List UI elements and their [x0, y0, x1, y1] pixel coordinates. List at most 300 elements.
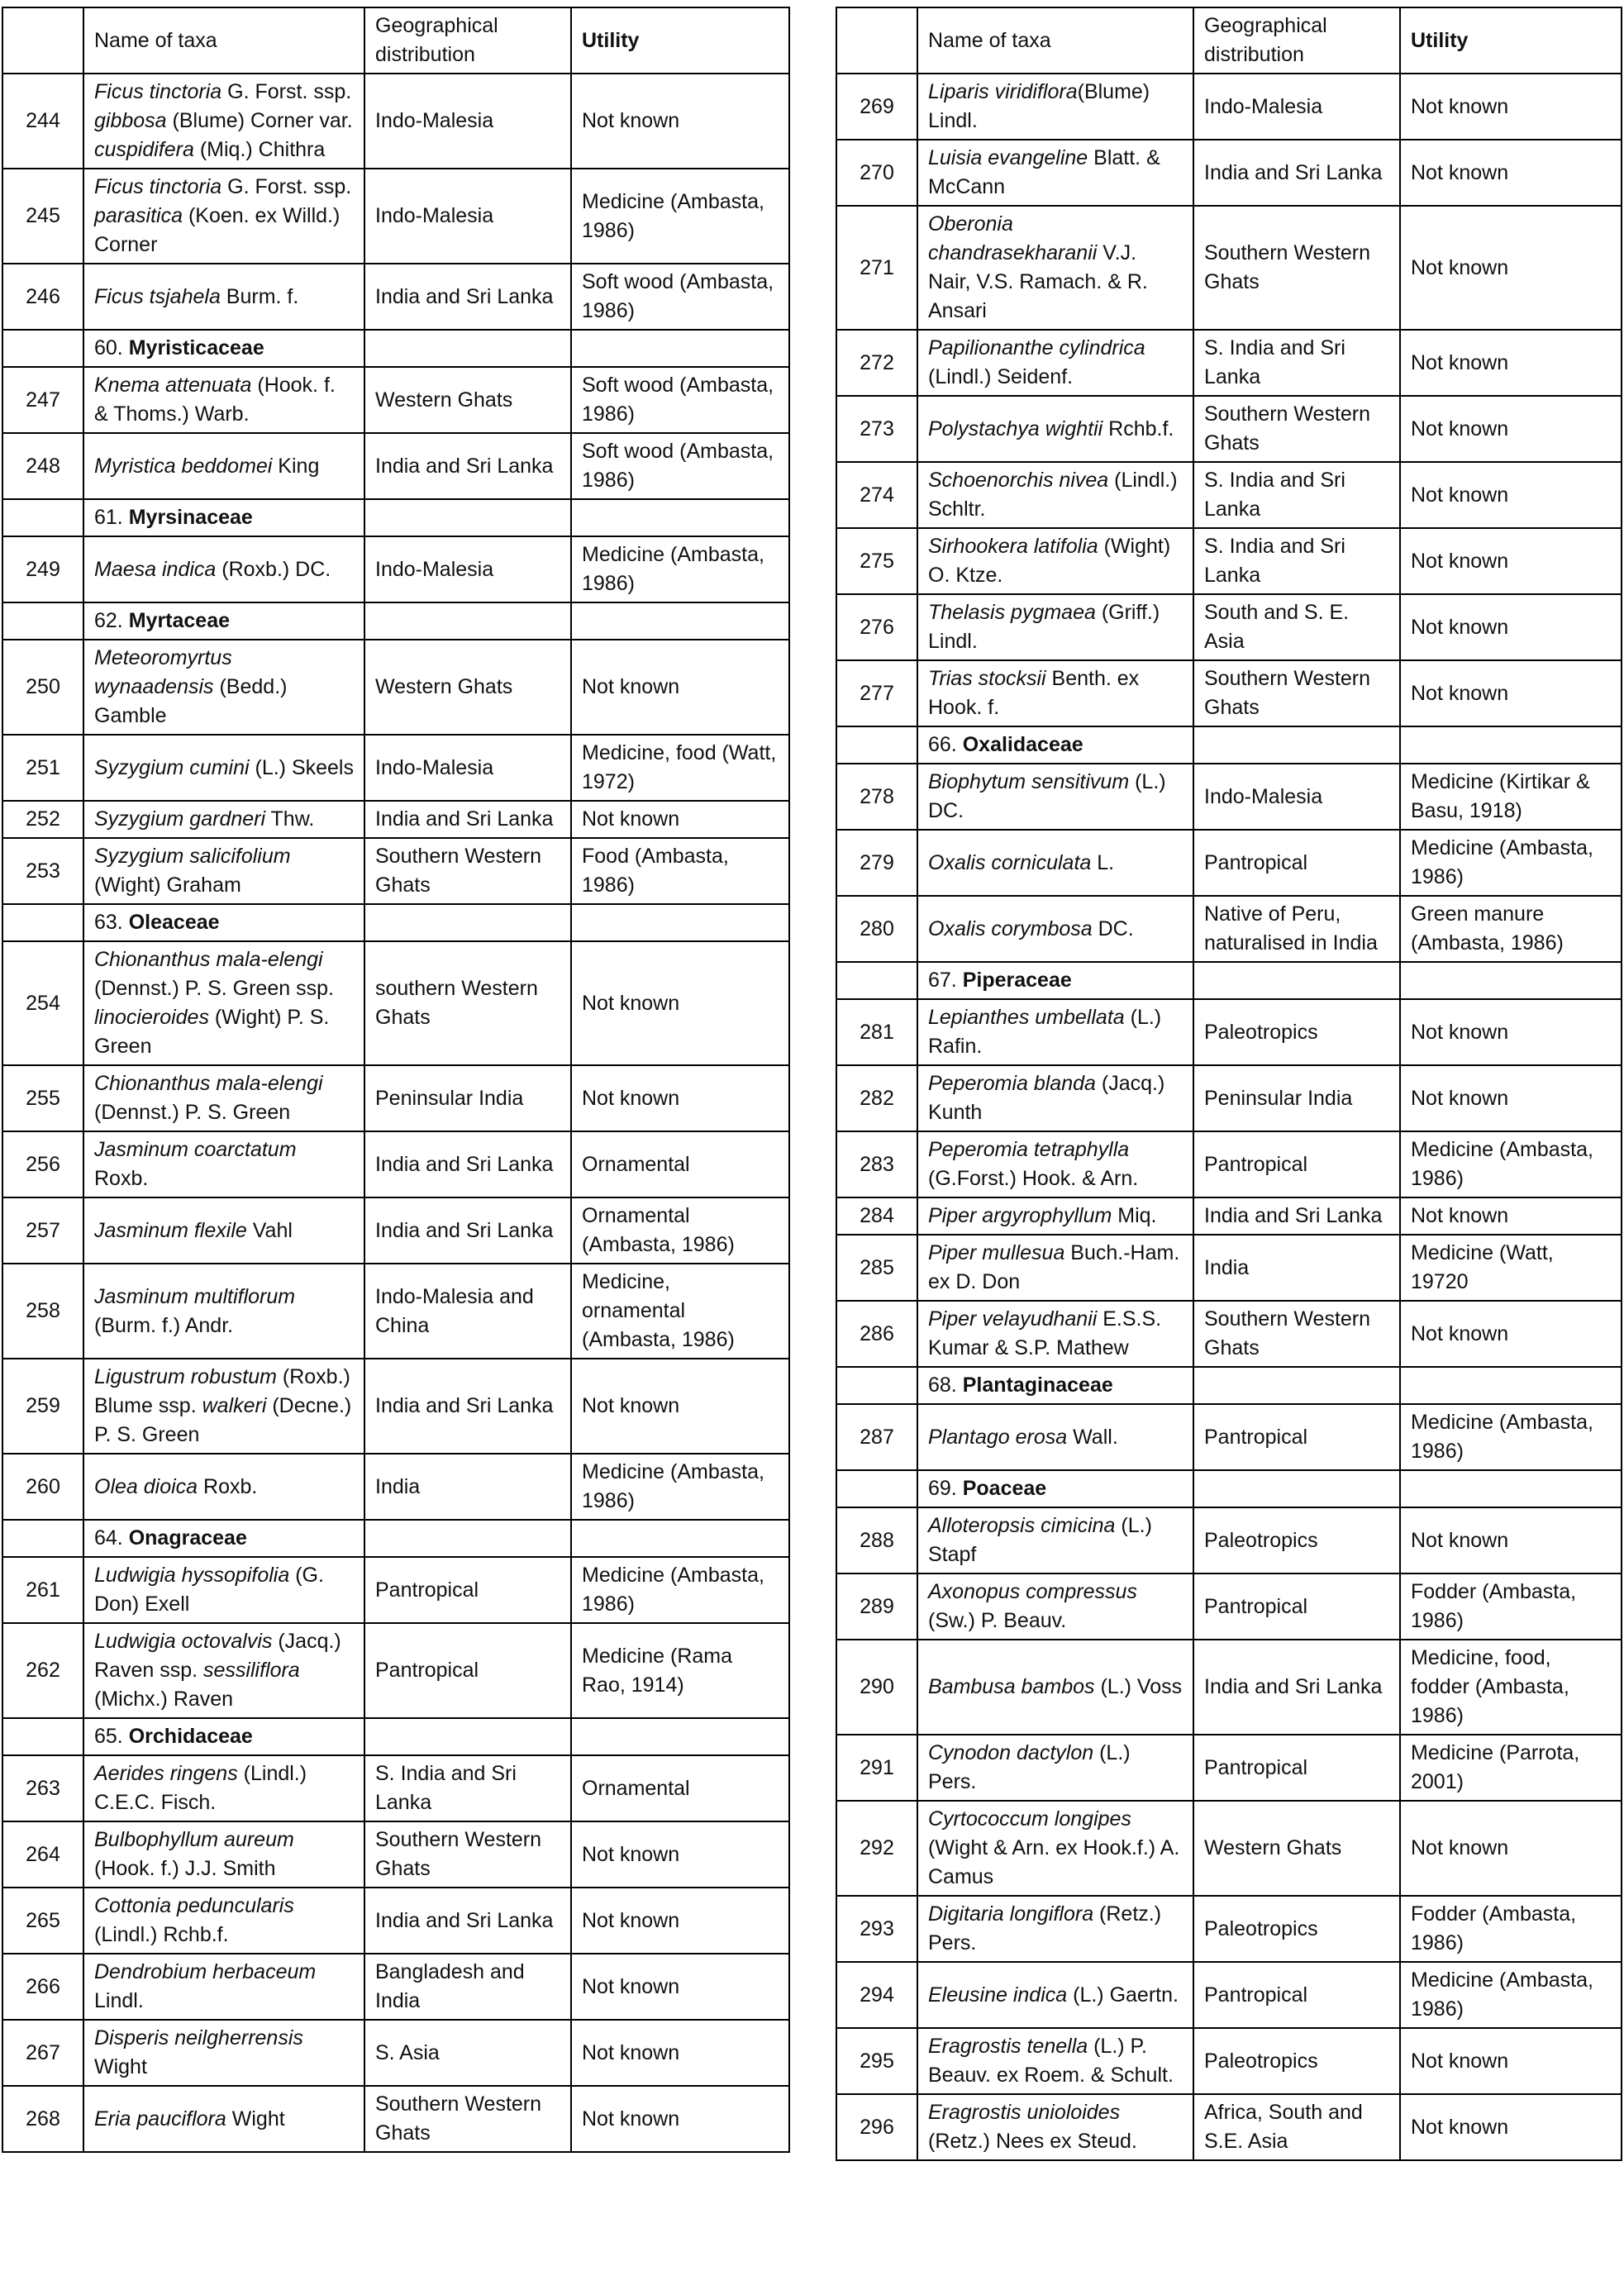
taxon-name-italic: Aerides ringens: [94, 1762, 238, 1785]
geographical-distribution: Pantropical: [364, 1623, 571, 1718]
taxon-number: 248: [2, 433, 83, 499]
taxon-name: [917, 74, 1193, 140]
family-name-cell: [83, 1520, 364, 1557]
taxon-name-author: (L.) Rafin.: [928, 1006, 1162, 1058]
taxon-name-author: Roxb.: [198, 1474, 258, 1498]
taxon-name-italic: Polystachya wightii: [928, 417, 1103, 440]
taxon-row: [836, 462, 1622, 528]
utility: Not known: [571, 1821, 789, 1888]
family-geo-cell: [364, 499, 571, 536]
geographical-distribution: India and Sri Lanka: [364, 1359, 571, 1454]
taxon-name-author: (Lindl.) C.E.C. Fisch.: [94, 1762, 307, 1814]
geographical-distribution: Indo-Malesia: [364, 735, 571, 801]
taxon-name-author: L.: [1091, 850, 1115, 874]
taxon-name: [917, 896, 1193, 962]
taxon-row: [2, 1821, 789, 1888]
taxon-name: [917, 1896, 1193, 1962]
utility: Medicine (Ambasta, 1986): [571, 536, 789, 602]
utility: Not known: [1400, 1801, 1622, 1896]
family-number-cell: [2, 1520, 83, 1557]
geographical-distribution: Indo-Malesia: [364, 74, 571, 169]
taxon-number: 253: [2, 838, 83, 904]
family-name: Oxalidaceae: [962, 733, 1083, 756]
taxon-row: [2, 735, 789, 801]
taxa-table-left-body: [2, 7, 789, 2152]
taxon-name-author: (Burm. f.) Andr.: [94, 1313, 234, 1337]
taxon-name-italic: Eleusine indica: [928, 1983, 1068, 2007]
taxon-name-italic: Oberonia chandrasekharanii: [928, 212, 1098, 264]
taxon-row: [836, 1065, 1622, 1131]
taxon-name: [83, 1821, 364, 1888]
taxon-row: [836, 1235, 1622, 1301]
utility: Not known: [1400, 660, 1622, 726]
taxon-name-author: E.S.S. Kumar & S.P. Mathew: [928, 1307, 1162, 1359]
taxon-name-author: (Koen. ex Willd.) Corner: [94, 204, 341, 256]
taxon-name: [917, 660, 1193, 726]
header-geographical-distribution: Geographical distribution: [364, 7, 571, 74]
taxon-name-italic: Peperomia blanda: [928, 1072, 1096, 1095]
family-number-cell: [836, 962, 917, 999]
geographical-distribution: Pantropical: [1193, 1131, 1400, 1197]
taxon-name: [917, 830, 1193, 896]
taxon-name: [83, 1065, 364, 1131]
geographical-distribution: Bangladesh and India: [364, 1954, 571, 2020]
taxon-name-author: DC.: [1092, 916, 1134, 940]
family-number: 66.: [928, 733, 957, 756]
utility: Medicine (Kirtikar & Basu, 1918): [1400, 764, 1622, 830]
utility: Medicine (Rama Rao, 1914): [571, 1623, 789, 1718]
family-name: Myrtaceae: [128, 609, 231, 632]
family-name: Oleaceae: [128, 911, 220, 934]
taxon-name-italic: Liparis viridiflora: [928, 80, 1078, 103]
family-number: 67.: [928, 969, 957, 992]
taxon-name-italic: Piper velayudhanii: [928, 1307, 1098, 1331]
taxon-row: [2, 74, 789, 169]
taxon-number: 292: [836, 1801, 917, 1896]
family-number-cell: [836, 1470, 917, 1507]
taxon-name: [917, 1735, 1193, 1801]
taxon-name: [917, 764, 1193, 830]
family-geo-cell: [1193, 726, 1400, 764]
taxon-name-italic: Schoenorchis nivea: [928, 469, 1109, 492]
family-number-cell: [836, 726, 917, 764]
utility: Ornamental: [571, 1755, 789, 1821]
taxon-name-italic: Disperis neilgherrensis: [94, 2026, 303, 2050]
family-number: 64.: [94, 1526, 123, 1550]
taxon-name: [917, 1197, 1193, 1235]
taxon-number: 259: [2, 1359, 83, 1454]
taxon-name-italic: Ludwigia hyssopifolia: [94, 1564, 290, 1587]
taxon-name-author: (L.) Skeels: [249, 755, 354, 779]
taxon-name-italic: Chionanthus mala-elengi: [94, 948, 323, 971]
geographical-distribution: Western Ghats: [1193, 1801, 1400, 1896]
taxon-row: [2, 1131, 789, 1197]
family-name-cell: [917, 962, 1193, 999]
taxon-row: [2, 536, 789, 602]
taxon-name-author: (L.) P. Beauv. ex Roem. & Schult.: [928, 2035, 1174, 2087]
family-geo-cell: [364, 904, 571, 941]
geographical-distribution: India and Sri Lanka: [364, 433, 571, 499]
taxon-row: [2, 1755, 789, 1821]
taxon-name-italic: Piper mullesua: [928, 1241, 1065, 1264]
taxon-name-italic: Cynodon dactylon: [928, 1741, 1094, 1764]
family-utility-cell: [1400, 962, 1622, 999]
utility: Not known: [1400, 396, 1622, 462]
taxon-name: [83, 264, 364, 330]
taxon-name-author: (Miq.) Chithra: [193, 138, 326, 161]
taxon-name-author: (Lindl.) Schltr.: [928, 469, 1178, 521]
family-utility-cell: [571, 499, 789, 536]
taxon-number: 245: [2, 169, 83, 264]
taxon-name: [917, 1301, 1193, 1367]
family-number: 63.: [94, 911, 123, 934]
taxon-row: [2, 941, 789, 1065]
taxon-name: [83, 74, 364, 169]
taxon-name-author: Benth. ex Hook. f.: [928, 667, 1140, 719]
taxon-name-italic: Syzygium cumini: [94, 755, 250, 779]
family-utility-cell: [571, 330, 789, 367]
family-geo-cell: [1193, 962, 1400, 999]
taxon-number: 267: [2, 2020, 83, 2086]
taxon-row: [2, 1264, 789, 1359]
taxon-name-italic: Eria pauciflora: [94, 2107, 226, 2131]
taxon-number: 250: [2, 640, 83, 735]
taxon-name-italic: Bambusa bambos: [928, 1675, 1095, 1698]
taxon-name-italic: Oxalis corymbosa: [928, 916, 1093, 940]
taxon-name: [917, 1131, 1193, 1197]
header-utility: Utility: [571, 7, 789, 74]
taxon-number: 274: [836, 462, 917, 528]
taxon-name: [83, 1755, 364, 1821]
taxon-name-author: (Sw.) P. Beauv.: [928, 1609, 1067, 1632]
taxon-name-italic: Syzygium gardneri: [94, 807, 266, 831]
family-geo-cell: [1193, 1470, 1400, 1507]
geographical-distribution: Indo-Malesia: [364, 169, 571, 264]
taxon-row: [836, 594, 1622, 660]
utility: Medicine (Ambasta, 1986): [1400, 1962, 1622, 2028]
taxon-row: [2, 1197, 789, 1264]
family-utility-cell: [571, 904, 789, 941]
family-row: [2, 1520, 789, 1557]
taxon-name-author: (G.Forst.) Hook. & Arn.: [928, 1167, 1139, 1190]
taxon-number: 279: [836, 830, 917, 896]
taxon-number: 249: [2, 536, 83, 602]
taxon-row: [2, 640, 789, 735]
family-number: 68.: [928, 1374, 957, 1397]
utility: Not known: [571, 1359, 789, 1454]
taxon-number: 277: [836, 660, 917, 726]
taxon-number: 247: [2, 367, 83, 433]
header-row: [2, 7, 789, 74]
taxon-number: 262: [2, 1623, 83, 1718]
header-utility: Utility: [1400, 7, 1622, 74]
utility: Not known: [1400, 999, 1622, 1065]
family-row: [2, 1718, 789, 1755]
taxon-name-author: (Dennst.) P. S. Green: [94, 1101, 291, 1124]
family-number: 65.: [94, 1725, 123, 1748]
taxon-number: 258: [2, 1264, 83, 1359]
taxon-name-author: (L.) Gaertn.: [1067, 1983, 1179, 2007]
taxon-name-author: (Decne.) P. S. Green: [94, 1394, 352, 1446]
geographical-distribution: India: [364, 1454, 571, 1520]
geographical-distribution: Pantropical: [1193, 1735, 1400, 1801]
taxon-row: [836, 1640, 1622, 1735]
utility: Medicine (Ambasta, 1986): [571, 1557, 789, 1623]
taxon-name-author: (Bedd.) Gamble: [94, 675, 288, 727]
taxon-number: 264: [2, 1821, 83, 1888]
utility: Medicine, food (Watt, 1972): [571, 735, 789, 801]
geographical-distribution: Indo-Malesia: [1193, 764, 1400, 830]
geographical-distribution: Native of Peru, naturalised in India: [1193, 896, 1400, 962]
family-number-cell: [836, 1367, 917, 1404]
utility: Food (Ambasta, 1986): [571, 838, 789, 904]
taxon-row: [2, 1623, 789, 1718]
taxon-name-author: G. Forst. ssp.: [221, 175, 352, 198]
taxon-name-italic: Luisia evangeline: [928, 146, 1088, 169]
taxon-name: [83, 1954, 364, 2020]
taxon-name-italic: Myristica beddomei: [94, 454, 273, 478]
taxon-name: [83, 1557, 364, 1623]
geographical-distribution: Southern Western Ghats: [1193, 1301, 1400, 1367]
taxon-name-author: Wall.: [1067, 1425, 1118, 1449]
geographical-distribution: India and Sri Lanka: [1193, 140, 1400, 206]
taxon-name-author: (Blume) Corner var.: [166, 109, 353, 132]
family-geo-cell: [364, 330, 571, 367]
taxon-name-italic: Syzygium salicifolium: [94, 845, 291, 868]
geographical-distribution: S. India and Sri Lanka: [1193, 330, 1400, 396]
taxon-name-italic: Knema attenuata: [94, 374, 252, 397]
utility: Not known: [1400, 2094, 1622, 2160]
family-row: [836, 962, 1622, 999]
geographical-distribution: Western Ghats: [364, 367, 571, 433]
taxon-row: [836, 1801, 1622, 1896]
taxon-name: [83, 1131, 364, 1197]
taxon-row: [2, 1359, 789, 1454]
family-geo-cell: [364, 1520, 571, 1557]
taxon-row: [2, 1954, 789, 2020]
taxon-number: 244: [2, 74, 83, 169]
taxon-name-author: (Retz.) Nees ex Steud.: [928, 2130, 1137, 2153]
taxon-name: [917, 206, 1193, 330]
utility: Not known: [1400, 2028, 1622, 2094]
family-utility-cell: [1400, 726, 1622, 764]
utility: Medicine (Watt, 19720: [1400, 1235, 1622, 1301]
taxon-number: 270: [836, 140, 917, 206]
family-number: 61.: [94, 506, 123, 529]
family-row: [2, 602, 789, 640]
taxon-name-author: (Wight & Arn. ex Hook.f.) A. Camus: [928, 1836, 1180, 1888]
taxon-name-italic: Plantago erosa: [928, 1425, 1068, 1449]
taxon-row: [836, 896, 1622, 962]
utility: Not known: [571, 801, 789, 838]
utility: Not known: [1400, 1507, 1622, 1573]
taxon-name-author: (Lindl.) Seidenf.: [928, 365, 1074, 388]
taxon-name: [917, 396, 1193, 462]
family-utility-cell: [571, 1718, 789, 1755]
taxon-row: [836, 1507, 1622, 1573]
taxon-name-italic: Ludwigia octovalvis: [94, 1630, 273, 1653]
geographical-distribution: Southern Western Ghats: [364, 1821, 571, 1888]
taxon-name-italic: Chionanthus mala-elengi: [94, 1072, 323, 1095]
taxon-name: [917, 1573, 1193, 1640]
taxon-name: [83, 2020, 364, 2086]
geographical-distribution: Pantropical: [1193, 830, 1400, 896]
taxon-row: [2, 1888, 789, 1954]
taxon-name: [83, 838, 364, 904]
taxon-name-italic: Peperomia tetraphylla: [928, 1138, 1130, 1161]
taxon-row: [2, 2086, 789, 2152]
utility: Not known: [1400, 330, 1622, 396]
taxon-name-author: (Roxb.) Blume ssp.: [94, 1365, 350, 1417]
taxon-row: [2, 1454, 789, 1520]
taxon-name-italic: Maesa indica: [94, 557, 217, 581]
taxon-name-italic: Ficus tinctoria: [94, 80, 222, 103]
utility: Not known: [571, 941, 789, 1065]
taxon-name-author: (Wight) Graham: [94, 874, 241, 897]
family-number-cell: [2, 330, 83, 367]
taxon-row: [2, 169, 789, 264]
taxon-row: [2, 2020, 789, 2086]
taxon-row: [836, 206, 1622, 330]
geographical-distribution: India: [1193, 1235, 1400, 1301]
taxon-name-italic: sessiliflora: [203, 1659, 300, 1682]
geographical-distribution: Paleotropics: [1193, 999, 1400, 1065]
taxon-number: 278: [836, 764, 917, 830]
taxon-number: 280: [836, 896, 917, 962]
header-number: [2, 7, 83, 74]
taxon-name-italic: Thelasis pygmaea: [928, 601, 1096, 624]
geographical-distribution: S. Asia: [364, 2020, 571, 2086]
family-name-cell: [917, 1470, 1193, 1507]
geographical-distribution: South and S. E. Asia: [1193, 594, 1400, 660]
taxon-name: [83, 801, 364, 838]
utility: Not known: [1400, 140, 1622, 206]
geographical-distribution: Paleotropics: [1193, 1507, 1400, 1573]
taxon-row: [836, 396, 1622, 462]
taxon-name: [83, 536, 364, 602]
taxon-number: 282: [836, 1065, 917, 1131]
taxon-name-italic: Meteoromyrtus wynaadensis: [94, 646, 232, 698]
taxon-name: [917, 2028, 1193, 2094]
family-name: Myristicaceae: [128, 336, 264, 359]
taxon-number: 269: [836, 74, 917, 140]
taxon-name: [83, 941, 364, 1065]
taxon-name: [83, 1454, 364, 1520]
taxon-name-italic: Papilionanthe cylindrica: [928, 336, 1145, 359]
utility: Medicine (Ambasta, 1986): [1400, 1404, 1622, 1470]
utility: Medicine (Ambasta, 1986): [1400, 1131, 1622, 1197]
geographical-distribution: India and Sri Lanka: [364, 264, 571, 330]
taxon-name-italic: Piper argyrophyllum: [928, 1204, 1112, 1227]
geographical-distribution: southern Western Ghats: [364, 941, 571, 1065]
taxon-number: 272: [836, 330, 917, 396]
taxon-number: 255: [2, 1065, 83, 1131]
family-name: Myrsinaceae: [128, 506, 253, 529]
taxon-number: 256: [2, 1131, 83, 1197]
taxon-row: [836, 1131, 1622, 1197]
family-number-cell: [2, 904, 83, 941]
taxon-number: 268: [2, 2086, 83, 2152]
header-name-of-taxa: Name of taxa: [83, 7, 364, 74]
taxon-number: 286: [836, 1301, 917, 1367]
taxon-name-italic: Ficus tinctoria: [94, 175, 222, 198]
taxon-name-author: Buch.-Ham. ex D. Don: [928, 1241, 1180, 1293]
geographical-distribution: Southern Western Ghats: [364, 838, 571, 904]
geographical-distribution: S. India and Sri Lanka: [1193, 528, 1400, 594]
utility: Not known: [1400, 1301, 1622, 1367]
taxon-row: [836, 330, 1622, 396]
utility: Soft wood (Ambasta, 1986): [571, 433, 789, 499]
utility: Not known: [1400, 1197, 1622, 1235]
geographical-distribution: Indo-Malesia and China: [364, 1264, 571, 1359]
taxon-name: [917, 1962, 1193, 2028]
utility: Soft wood (Ambasta, 1986): [571, 367, 789, 433]
family-number-cell: [2, 499, 83, 536]
taxon-row: [836, 999, 1622, 1065]
taxon-name-italic: Oxalis corniculata: [928, 850, 1092, 874]
utility: Not known: [1400, 1065, 1622, 1131]
geographical-distribution: India and Sri Lanka: [1193, 1640, 1400, 1735]
taxon-name-author: (L.) Stapf: [928, 1514, 1152, 1566]
taxon-row: [836, 528, 1622, 594]
geographical-distribution: S. India and Sri Lanka: [1193, 462, 1400, 528]
geographical-distribution: Pantropical: [1193, 1962, 1400, 2028]
taxon-row: [836, 2028, 1622, 2094]
geographical-distribution: Paleotropics: [1193, 2028, 1400, 2094]
utility: Medicine (Ambasta, 1986): [571, 1454, 789, 1520]
taxon-name-author: (Hook. f. & Thoms.) Warb.: [94, 374, 336, 426]
utility: Not known: [1400, 594, 1622, 660]
taxon-row: [2, 1065, 789, 1131]
taxon-number: 288: [836, 1507, 917, 1573]
utility: Not known: [571, 1954, 789, 2020]
taxon-name-author: G. Forst. ssp.: [221, 80, 352, 103]
taxon-name-author: V.J. Nair, V.S. Ramach. & R. Ansari: [928, 241, 1148, 322]
taxon-row: [2, 838, 789, 904]
taxon-name-italic: Ficus tsjahela: [94, 284, 221, 308]
taxon-name-italic: Axonopus compressus: [928, 1580, 1137, 1603]
taxon-name: [83, 169, 364, 264]
taxon-name: [83, 640, 364, 735]
family-row: [836, 1367, 1622, 1404]
taxon-number: 283: [836, 1131, 917, 1197]
taxon-name-italic: walkeri: [202, 1394, 267, 1417]
taxon-number: 293: [836, 1896, 917, 1962]
family-geo-cell: [364, 602, 571, 640]
taxon-name-author: (G. Don) Exell: [94, 1564, 324, 1616]
utility: Ornamental (Ambasta, 1986): [571, 1197, 789, 1264]
taxon-name-italic: Ligustrum robustum: [94, 1365, 277, 1388]
family-name: Orchidaceae: [128, 1725, 253, 1748]
taxon-row: [836, 764, 1622, 830]
taxon-name-italic: Bulbophyllum aureum: [94, 1828, 294, 1851]
taxon-name-author: King: [272, 454, 320, 478]
utility: Green manure (Ambasta, 1986): [1400, 896, 1622, 962]
taxon-number: 275: [836, 528, 917, 594]
geographical-distribution: India and Sri Lanka: [364, 801, 571, 838]
taxon-name: [917, 140, 1193, 206]
taxon-name: [917, 1801, 1193, 1896]
taxon-name-author: (Blume) Lindl.: [928, 80, 1150, 132]
taxon-row: [836, 2094, 1622, 2160]
taxon-name-italic: Sirhookera latifolia: [928, 535, 1098, 558]
taxon-row: [836, 1404, 1622, 1470]
taxon-name: [917, 462, 1193, 528]
taxon-number: 257: [2, 1197, 83, 1264]
taxon-number: 254: [2, 941, 83, 1065]
utility: Not known: [571, 2020, 789, 2086]
taxon-name-italic: Dendrobium herbaceum: [94, 1960, 317, 1983]
